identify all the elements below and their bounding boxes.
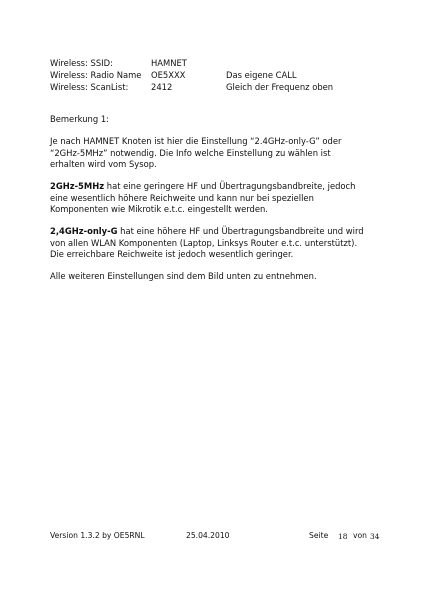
setting-value: OE5XXX <box>151 70 186 80</box>
text-line: Komponenten wie Mikrotik e.t.c. eingestellt werden. <box>50 204 268 214</box>
setting-note: Gleich der Frequenz oben <box>226 82 334 92</box>
text-line: von allen WLAN Komponenten (Laptop, Linksys Router e.t.c. unterstützt). <box>50 237 358 248</box>
remark-closing: Alle weiteren Einstellungen sind dem Bild unten zu entnehmen. <box>50 271 317 281</box>
remark-24ghz-paragraph <box>50 226 380 261</box>
remark-2ghz-paragraph <box>50 181 380 216</box>
setting-value: 2412 <box>151 82 173 92</box>
footer-version: Version 1.3.2 by OE5RNL <box>50 531 145 540</box>
footer-page-number: 18 <box>338 531 348 541</box>
setting-key: Wireless: ScanList: <box>50 82 129 92</box>
footer-page-total: 34 <box>370 531 380 541</box>
bold-term: 2GHz-5MHz <box>50 181 105 191</box>
text-line: hat eine höhere HF und Übertragungsbandbreite und wird <box>117 226 364 236</box>
setting-row-ssid <box>50 57 370 69</box>
setting-row-radio-name <box>50 69 370 81</box>
wireless-settings-list <box>50 57 370 93</box>
setting-value: HAMNET <box>151 58 187 68</box>
text-line: “2GHz-5MHz” notwendig. Die Info welche Einstellung zu wählen ist <box>50 147 331 158</box>
remark-section <box>50 114 380 293</box>
text-line: hat eine geringere HF und Übertragungsbandbreite, jedoch <box>104 181 356 191</box>
setting-row-scanlist <box>50 81 370 93</box>
text-line: eine wesentlich höhere Reichweite und kann nur bei speziellen <box>50 192 314 203</box>
bold-term: 2,4GHz-only-G <box>50 226 118 236</box>
footer-date: 25.04.2010 <box>186 531 230 540</box>
footer-page-label: Seite <box>309 531 329 540</box>
setting-key: Wireless: SSID: <box>50 58 113 68</box>
setting-key: Wireless: Radio Name <box>50 70 142 80</box>
page-footer <box>50 531 380 543</box>
remark-heading: Bemerkung 1: <box>50 114 109 124</box>
footer-of-label: von <box>353 531 367 540</box>
text-line: Die erreichbare Reichweite ist jedoch wesentlich geringer. <box>50 249 294 259</box>
text-line: erhalten wird vom Sysop. <box>50 159 157 169</box>
setting-note: Das eigene CALL <box>226 70 297 80</box>
remark-intro-paragraph <box>50 136 380 171</box>
text-line: Je nach HAMNET Knoten ist hier die Einstellung “2.4GHz-only-G” oder <box>50 136 342 146</box>
